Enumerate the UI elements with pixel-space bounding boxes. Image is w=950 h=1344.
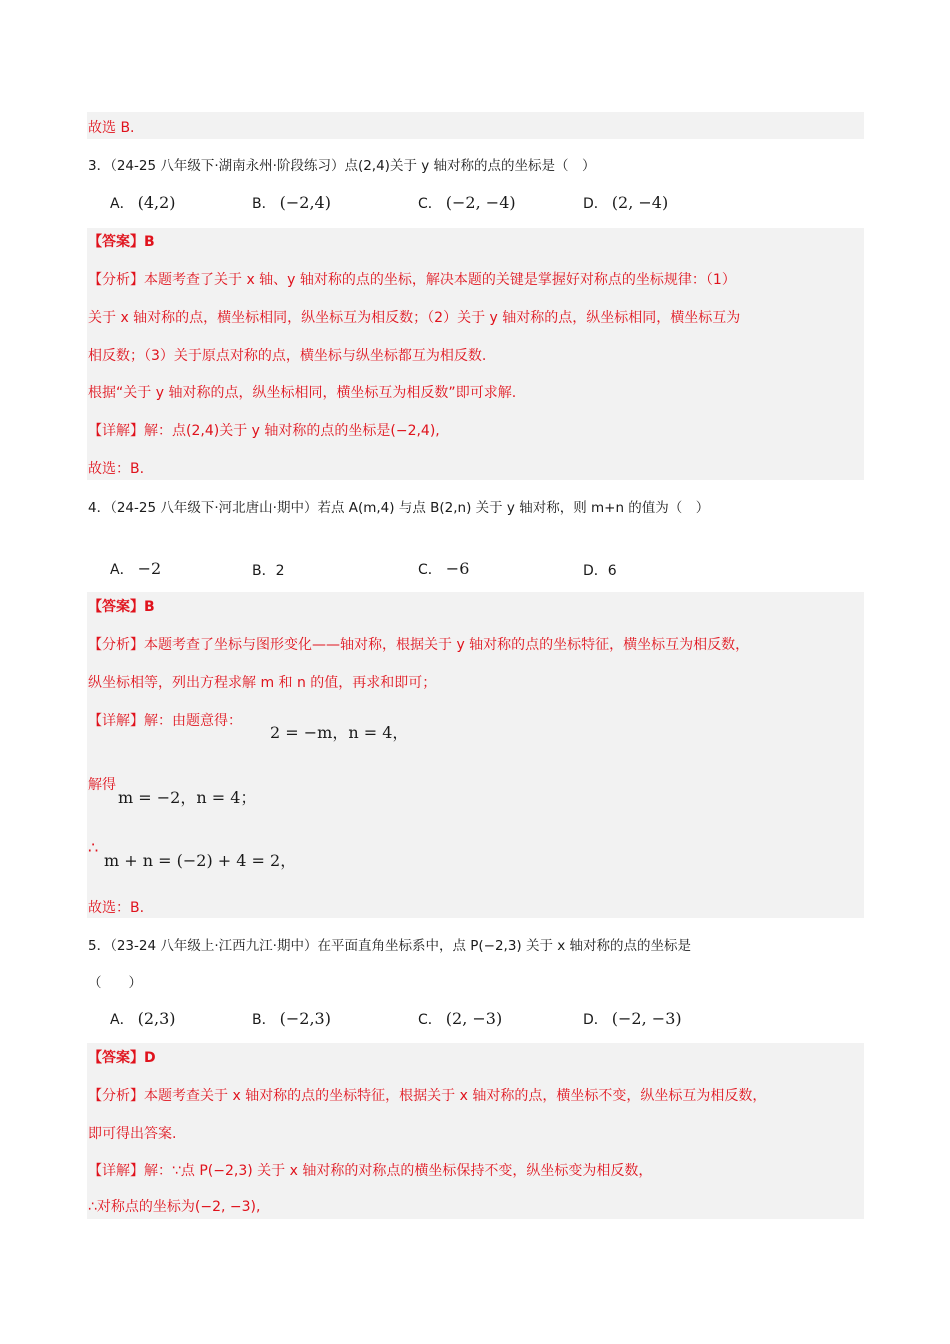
- q5-option-b-value: (−2,3): [279, 1009, 331, 1028]
- q3-option-c-value: (−2, −4): [445, 193, 516, 212]
- q4-detail-equation: 2 = −m，n = 4，: [270, 723, 409, 742]
- q5-option-c-letter: C．: [418, 1012, 442, 1028]
- q5-option-c-value: (2, −3): [445, 1009, 503, 1028]
- q3-analysis-line-4: 根据“关于 y 轴对称的点，纵坐标相同，横坐标互为相反数”即可求解.: [88, 385, 517, 401]
- q4-option-a-value: −2: [137, 559, 162, 578]
- q4-sum-equation: m + n = (−2) + 4 = 2，: [104, 851, 297, 870]
- q5-option-a-letter: A．: [110, 1012, 134, 1028]
- q4-option-d-value: 6: [607, 563, 617, 579]
- q5-option-c[interactable]: [418, 1008, 502, 1031]
- q4-therefore: ∴: [88, 838, 99, 857]
- q4-stem: 4．（24-25 八年级下·河北唐山·期中）若点 A(m,4) 与点 B(2,n) 关于 y 轴对称，则 m+n 的值为（ ）: [88, 500, 710, 516]
- q4-conclusion: 故选：B.: [88, 900, 145, 916]
- q5-analysis-line-1: 【分析】本题考查关于 x 轴对称的点的坐标特征，根据关于 x 轴对称的点，横坐标不变，纵坐标互为相反数，: [88, 1088, 767, 1104]
- q5-stem-paren: （ ）: [88, 975, 142, 991]
- q3-option-b-value: (−2,4): [279, 193, 331, 212]
- q3-option-a[interactable]: [110, 192, 176, 215]
- q5-analysis-line-2: 即可得出答案.: [88, 1126, 177, 1142]
- q3-option-d-letter: D．: [583, 196, 608, 212]
- q3-answer: 【答案】B: [88, 234, 155, 250]
- q5-option-b[interactable]: [252, 1008, 331, 1031]
- q3-option-a-value: (4,2): [137, 193, 176, 212]
- q3-analysis-line-1: 【分析】本题考查了关于 x 轴、y 轴对称的点的坐标，解决本题的关键是掌握好对称点的坐标规律：（1）: [88, 272, 736, 288]
- q4-option-c-letter: C．: [418, 562, 442, 578]
- q3-option-b-letter: B．: [252, 196, 276, 212]
- answer-box-q5: [87, 1043, 864, 1219]
- q5-option-a[interactable]: [110, 1008, 176, 1031]
- q4-option-c[interactable]: [418, 558, 469, 581]
- q4-option-d-letter: D．: [583, 563, 608, 579]
- q4-solve-equation: m = −2，n = 4；: [118, 788, 257, 807]
- q5-option-d-value: (−2, −3): [611, 1009, 682, 1028]
- q4-option-a[interactable]: [110, 558, 161, 581]
- answer-box-q2: [87, 112, 864, 139]
- q4-option-d[interactable]: [583, 560, 617, 582]
- q4-analysis-line-1: 【分析】本题考查了坐标与图形变化——轴对称，根据关于 y 轴对称的点的坐标特征，横坐标互为相反数，: [88, 637, 750, 653]
- q3-detail: 【详解】解：点(2,4)关于 y 轴对称的点的坐标是(−2,4),: [88, 423, 440, 439]
- q3-option-a-letter: A．: [110, 196, 134, 212]
- q3-stem: 3．（24-25 八年级下·湖南永州·阶段练习）点(2,4)关于 y 轴对称的点的坐标是（ ）: [88, 158, 596, 174]
- q4-option-a-letter: A．: [110, 562, 134, 578]
- q4-option-b-letter: B．: [252, 563, 276, 579]
- q4-solve-label: 解得: [88, 777, 116, 793]
- q4-option-b-value: 2: [275, 563, 285, 579]
- q3-option-c-letter: C．: [418, 196, 442, 212]
- q5-answer: 【答案】D: [88, 1050, 156, 1066]
- q3-conclusion: 故选：B.: [88, 461, 145, 477]
- q5-detail-line-2: ∴对称点的坐标为(−2, −3),: [88, 1199, 261, 1215]
- q5-option-b-letter: B．: [252, 1012, 276, 1028]
- q5-option-d-letter: D．: [583, 1012, 608, 1028]
- q4-option-c-value: −6: [445, 559, 470, 578]
- q3-option-d-value: (2, −4): [611, 193, 669, 212]
- q5-stem: 5．（23-24 八年级上·江西九江·期中）在平面直角坐标系中，点 P(−2,3) 关于 x 轴对称的点的坐标是: [88, 938, 692, 954]
- q3-analysis-line-3: 相反数；（3）关于原点对称的点，横坐标与纵坐标都互为相反数.: [88, 348, 487, 364]
- q5-detail: 【详解】解：∵点 P(−2,3) 关于 x 轴对称的对称点的横坐标保持不变，纵坐标变为相反数，: [88, 1163, 653, 1179]
- q3-option-c[interactable]: [418, 192, 516, 215]
- q4-analysis-line-2: 纵坐标相等，列出方程求解 m 和 n 的值，再求和即可；: [88, 675, 437, 691]
- q4-detail-label: 【详解】解：由题意得：: [88, 713, 242, 729]
- q4-option-b[interactable]: [252, 560, 285, 582]
- q4-answer: 【答案】B: [88, 599, 155, 615]
- q2-conclusion: 故选 B.: [88, 120, 135, 136]
- q3-option-b[interactable]: [252, 192, 331, 215]
- q5-option-d[interactable]: [583, 1008, 682, 1031]
- q3-analysis-line-2: 关于 x 轴对称的点，横坐标相同，纵坐标互为相反数；（2）关于 y 轴对称的点，纵坐标相同，横坐标互为: [88, 310, 741, 326]
- q5-option-a-value: (2,3): [137, 1009, 176, 1028]
- q3-option-d[interactable]: [583, 192, 668, 215]
